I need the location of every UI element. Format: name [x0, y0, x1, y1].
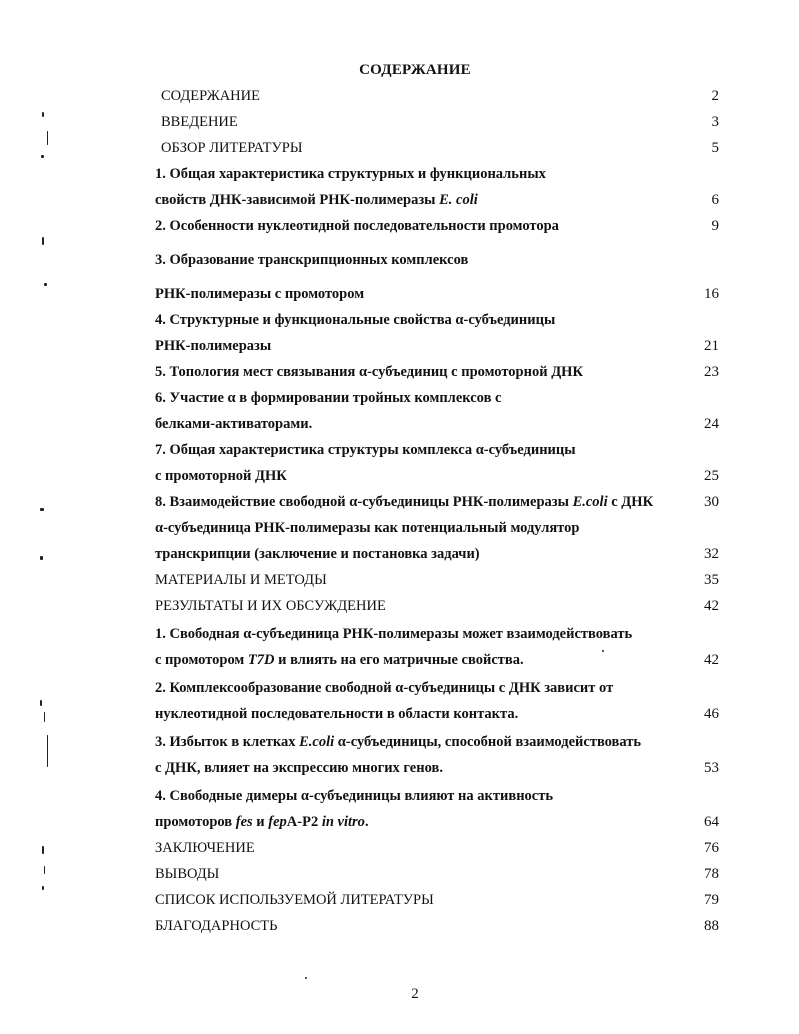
scan-speck [40, 700, 42, 706]
toc-entry-section-5[interactable]: 5. Топология мест связывания α-субъединиц с промоторной ДНК [155, 364, 583, 380]
scan-speck [40, 508, 44, 511]
toc-entry-contents[interactable]: СОДЕРЖАНИЕ [161, 88, 260, 104]
toc-entry-result-3-cont[interactable]: с ДНК, влияет на экспрессию многих генов. [155, 760, 443, 776]
scan-speck [41, 155, 44, 158]
toc-entry-section-2[interactable]: 2. Особенности нуклеотидной последовательности промотора [155, 218, 559, 234]
toc-page-number: 16 [704, 286, 719, 302]
toc-entry-section-4-cont[interactable]: РНК-полимеразы [155, 338, 272, 354]
toc-entry-references[interactable]: СПИСОК ИСПОЛЬЗУЕМОЙ ЛИТЕРАТУРЫ [155, 892, 434, 908]
scan-speck [47, 131, 48, 145]
toc-page-number: 53 [704, 760, 719, 776]
scan-speck [44, 283, 47, 286]
toc-entry-result-4-cont[interactable]: промоторов fes и fepA-P2 in vitro. [155, 814, 369, 830]
scan-speck [602, 650, 604, 652]
toc-page-number: 24 [704, 416, 719, 432]
toc-page-number: 42 [704, 652, 719, 668]
toc-entry-modulator[interactable]: α-субъединица РНК-полимеразы как потенциальный модулятор [155, 520, 580, 536]
toc-entry-section-7[interactable]: 7. Общая характеристика структуры комплекса α-субъединицы [155, 442, 576, 458]
scan-speck [42, 886, 44, 890]
toc-entry-findings[interactable]: ВЫВОДЫ [155, 866, 220, 882]
toc-entry-section-3[interactable]: 3. Образование транскрипционных комплексов [155, 252, 469, 268]
toc-entry-result-3[interactable]: 3. Избыток в клетках E.coli α-субъединицы, способной взаимодействовать [155, 734, 642, 750]
toc-entry-section-1-cont[interactable]: свойств ДНК-зависимой РНК-полимеразы E. coli [155, 192, 478, 208]
scan-speck [40, 556, 43, 560]
toc-entry-materials-methods[interactable]: МАТЕРИАЛЫ И МЕТОДЫ [155, 572, 327, 588]
toc-page-number: 3 [711, 114, 719, 130]
toc-entry-conclusion[interactable]: ЗАКЛЮЧЕНИЕ [155, 840, 255, 856]
toc-entry-section-1[interactable]: 1. Общая характеристика структурных и функциональных [155, 166, 546, 182]
scan-speck [47, 735, 48, 767]
toc-entry-section-8[interactable]: 8. Взаимодействие свободной α-субъединицы РНК-полимеразы E.coli с ДНК [155, 494, 654, 510]
scan-speck [305, 977, 307, 979]
toc-page-number: 6 [711, 192, 719, 208]
toc-entry-section-6-cont[interactable]: белками-активаторами. [155, 416, 313, 432]
scan-speck [44, 866, 45, 874]
toc-page-number: 88 [704, 918, 719, 934]
toc-page-number: 64 [704, 814, 719, 830]
toc-page-number: 78 [704, 866, 719, 882]
toc-page-number: 35 [704, 572, 719, 588]
toc-page-number: 42 [704, 598, 719, 614]
toc-entry-result-2[interactable]: 2. Комплексообразование свободной α-субъединицы с ДНК зависит от [155, 680, 614, 696]
page-title: СОДЕРЖАНИЕ [359, 62, 471, 78]
toc-page-number: 76 [704, 840, 719, 856]
toc-page-number: 30 [704, 494, 719, 510]
toc-entry-result-1[interactable]: 1. Свободная α-субъединица РНК-полимеразы может взаимодействовать [155, 626, 633, 642]
toc-entry-introduction[interactable]: ВВЕДЕНИЕ [161, 114, 238, 130]
toc-page-number: 2 [711, 88, 719, 104]
toc-entry-result-1-cont[interactable]: с промотором T7D и влиять на его матричные свойства. [155, 652, 524, 668]
toc-entry-acknowledgements[interactable]: БЛАГОДАРНОСТЬ [155, 918, 278, 934]
toc-entry-section-4[interactable]: 4. Структурные и функциональные свойства α-субъединицы [155, 312, 556, 328]
toc-page-number: 32 [704, 546, 719, 562]
toc-entry-section-6[interactable]: 6. Участие α в формировании тройных комплексов с [155, 390, 502, 406]
toc-page-number: 79 [704, 892, 719, 908]
toc-entry-literature-review[interactable]: ОБЗОР ЛИТЕРАТУРЫ [161, 140, 303, 156]
toc-page-number: 9 [711, 218, 719, 234]
toc-entry-section-3-cont[interactable]: РНК-полимеразы с промотором [155, 286, 365, 302]
toc-page-number: 25 [704, 468, 719, 484]
toc-page-number: 21 [704, 338, 719, 354]
toc-entry-result-4[interactable]: 4. Свободные димеры α-субъединицы влияют на активность [155, 788, 554, 804]
toc-page-number: 5 [711, 140, 719, 156]
toc-page-number: 23 [704, 364, 719, 380]
toc-page-number: 46 [704, 706, 719, 722]
scan-speck [42, 846, 44, 854]
scan-speck [42, 237, 44, 245]
toc-entry-result-2-cont[interactable]: нуклеотидной последовательности в области контакта. [155, 706, 519, 722]
toc-entry-results-discussion[interactable]: РЕЗУЛЬТАТЫ И ИХ ОБСУЖДЕНИЕ [155, 598, 386, 614]
scan-speck [44, 712, 45, 722]
toc-entry-section-7-cont[interactable]: с промоторной ДНК [155, 468, 287, 484]
toc-entry-modulator-cont[interactable]: транскрипции (заключение и постановка задачи) [155, 546, 480, 562]
footer-page-number: 2 [411, 986, 419, 1002]
scan-speck [42, 112, 44, 117]
